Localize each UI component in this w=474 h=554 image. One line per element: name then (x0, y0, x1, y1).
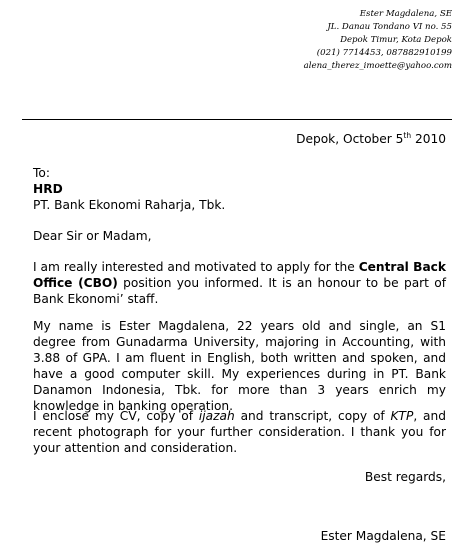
sender-address-line1: JL. Danau Tondano VI no. 55 (327, 22, 452, 32)
signature-name: Ester Magdalena, SE (320, 529, 446, 543)
paragraph3-part1: I enclose my CV, copy of (33, 409, 199, 423)
recipient-company: PT. Bank Ekonomi Raharja, Tbk. (33, 198, 226, 212)
term-ktp: KTP (390, 409, 414, 423)
paragraph1-part1: I am really interested and motivated to apply for the (33, 260, 359, 274)
sender-email: alena_therez_imoette@yahoo.com (303, 61, 452, 71)
header-divider (22, 119, 452, 120)
closing: Best regards, (364, 470, 446, 484)
sender-name: Ester Magdalena, SE (359, 9, 452, 19)
date-year: 2010 (411, 132, 446, 147)
term-ijazah: ijazah (198, 409, 235, 423)
letter-date (296, 131, 446, 146)
salutation: Dear Sir or Madam, (33, 229, 152, 243)
date-prefix: Depok, October 5 (296, 132, 404, 147)
paragraph1-part2: position you informed. It is an honour to be part of Bank Ekonomi’ staff. (33, 276, 446, 306)
date-suffix: th (403, 131, 412, 140)
sender-address-line2: Depok Timur, Kota Depok (340, 35, 452, 45)
paragraph-background: My name is Ester Magdalena, 22 years old and single, an S1 degree from Gunadarma University, majoring in Accounting, with 3.88 of GPA. I am fluent in English, both written and spoken, and have a good computer skill. My experiences during in PT. Bank Danamon Indonesia, Tbk. for more than 3 years enrich my knowledge in banking operation. (33, 319, 446, 413)
position-name: Central Back Office (CBO) (33, 260, 446, 290)
paragraph-enclosures (33, 408, 446, 456)
paragraph-motivation (33, 259, 446, 307)
paragraph3-part2: and transcript, copy of (234, 409, 391, 423)
recipient-block (33, 165, 446, 213)
sender-phone: (021) 7714453, 087882910199 (316, 48, 452, 58)
paragraph3-part3: , and recent photograph for your further consideration. I thank you for your attention and consideration. (33, 409, 446, 455)
recipient-department: HRD (33, 182, 63, 196)
to-label: To: (33, 166, 50, 180)
sender-block (304, 8, 452, 73)
